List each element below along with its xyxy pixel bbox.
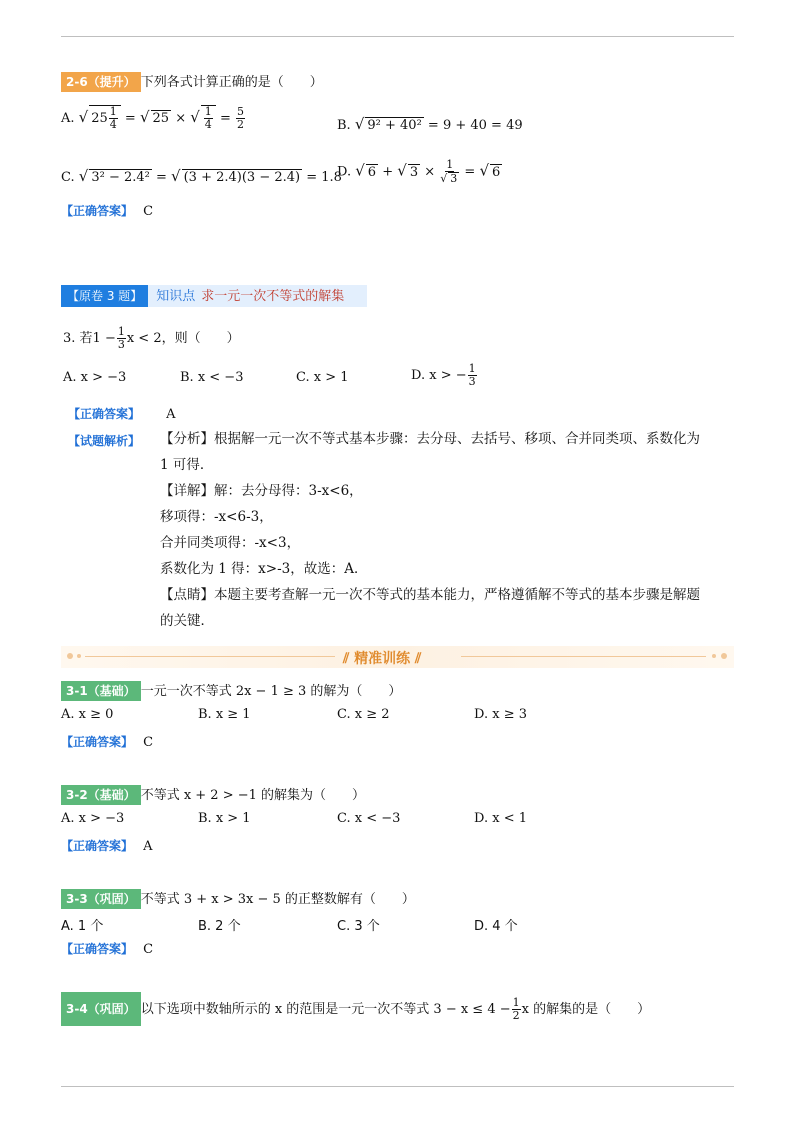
- analysis-line: 【分析】根据解一元一次不等式基本步骤：去分母、去括号、移项、合并同类项、系数化为: [160, 431, 700, 447]
- answer-value: C: [143, 735, 154, 750]
- answer-value: A: [166, 407, 176, 422]
- answer-label: 【正确答案】: [61, 204, 134, 218]
- option-d: D. √ 6 + √ 3 × $\frac{1}{√ 3}$ = √ 6: [337, 158, 501, 185]
- question-3-3-header: [61, 888, 415, 909]
- answer-label: 【正确答案】: [68, 407, 141, 421]
- analysis-line: 【详解】解：去分母得：3-x<6，: [160, 483, 363, 499]
- analysis-line: 1 可得．: [160, 457, 214, 473]
- question-3-2-header: [61, 784, 365, 805]
- q31-option-a: A. x ≥ 0: [61, 707, 114, 722]
- q33-option-b: B. 2 个: [198, 919, 241, 934]
- q32-option-a: A. x > −3: [61, 811, 125, 826]
- question-3-1-header: [61, 680, 401, 701]
- answer-line-3: [68, 405, 176, 422]
- radical-sign: √: [78, 108, 89, 126]
- difficulty-badge: 3-3（巩固）: [61, 889, 141, 909]
- difficulty-badge: 2-6（提升）: [61, 72, 141, 92]
- answer-value: C: [143, 942, 154, 957]
- section-banner: [61, 646, 734, 668]
- q32-option-d: D. x < 1: [474, 811, 527, 826]
- banner-title: ⫽ 精准训练 ⫽: [343, 651, 422, 667]
- analysis-line: 【点睛】本题主要考查解一元一次不等式的基本能力，严格遵循解不等式的基本步骤是解题: [160, 587, 700, 603]
- q3-option-c: C. x > 1: [296, 370, 349, 385]
- radicand: 25 $\frac{1}{4}$: [89, 105, 121, 131]
- answer-label: 【正确答案】: [61, 735, 134, 749]
- question-2-6-header: [61, 71, 323, 92]
- analysis-line: 的关键．: [160, 613, 214, 629]
- original-paper-tag: 【原卷 3 题】: [61, 285, 148, 307]
- answer-line-3-3: [61, 940, 153, 957]
- question-stem: 一元一次不等式 2x − 1 ≥ 3 的解为（ ）: [140, 684, 402, 699]
- analysis-line: 移项得：-x<6-3，: [160, 509, 273, 525]
- option-a: A. √ 25 $\frac{1}{4}$ = √ 25 × √ $\frac{1}{4}$ = $\frac{5}{2}$: [61, 105, 244, 131]
- analysis-label: 【试题解析】: [68, 434, 141, 448]
- bottom-rule: [61, 1086, 734, 1087]
- answer-line-2-6: [61, 202, 153, 219]
- question-stem: 下列各式计算正确的是（ ）: [140, 75, 323, 90]
- answer-label: 【正确答案】: [61, 839, 134, 853]
- analysis-line: 合并同类项得：-x<3，: [160, 535, 301, 551]
- question-stem: 不等式 3 + x > 3x − 5 的正整数解有（ ）: [140, 892, 415, 907]
- option-c: C. √ 3² − 2.4² = √ (3 + 2.4)(3 − 2.4) = 1.8: [61, 167, 342, 185]
- option-label: A.: [61, 111, 75, 126]
- difficulty-badge: 3-4（巩固）: [61, 992, 141, 1026]
- answer-line-3-1: [61, 733, 153, 750]
- analysis-line: 系数化为 1 得：x>-3，故选：A．: [160, 561, 368, 577]
- q33-option-d: D. 4 个: [474, 919, 518, 934]
- option-label: B.: [337, 118, 351, 133]
- analysis-body: [160, 426, 700, 634]
- question-3-stem: 3. 若1 − $\frac{1}{3}$ x < 2，则（ ）: [63, 325, 240, 351]
- q32-option-b: B. x > 1: [198, 811, 251, 826]
- result-fraction: $\frac{5}{2}$: [236, 105, 244, 131]
- difficulty-badge: 3-1（基础）: [61, 681, 141, 701]
- q31-option-d: D. x ≥ 3: [474, 707, 527, 722]
- answer-label: 【正确答案】: [61, 942, 134, 956]
- q33-option-a: A. 1 个: [61, 919, 104, 934]
- knowledge-topic: 求一元一次不等式的解集: [201, 289, 345, 304]
- knowledge-label: 知识点: [156, 289, 196, 304]
- top-rule: [61, 36, 734, 37]
- option-label: D.: [337, 164, 352, 180]
- question-stem: 以下选项中数轴所示的 x 的范围是一元一次不等式 3 − x ≤ 4 − $\frac{1}{2}$ x 的解集的是（ ）: [140, 995, 651, 1022]
- q32-option-c: C. x < −3: [337, 811, 401, 826]
- option-label: C.: [61, 170, 75, 185]
- answer-value: C: [143, 204, 154, 219]
- q33-option-c: C. 3 个: [337, 919, 380, 934]
- question-3-4-header: [61, 992, 650, 1026]
- q3-option-a: A. x > −3: [63, 370, 127, 385]
- answer-line-3-2: [61, 837, 153, 854]
- knowledge-point-tag: [61, 285, 367, 307]
- answer-value: A: [143, 839, 153, 854]
- q3-option-d: D. x > − $\frac{1}{3}$: [411, 362, 476, 388]
- q31-option-c: C. x ≥ 2: [337, 707, 390, 722]
- q31-option-b: B. x ≥ 1: [198, 707, 251, 722]
- option-b: B. √ 9² + 40² = 9 + 40 = 49: [337, 115, 523, 133]
- question-stem: 不等式 x + 2 > −1 的解集为（ ）: [140, 788, 366, 803]
- q3-option-b: B. x < −3: [180, 370, 244, 385]
- difficulty-badge: 3-2（基础）: [61, 785, 141, 805]
